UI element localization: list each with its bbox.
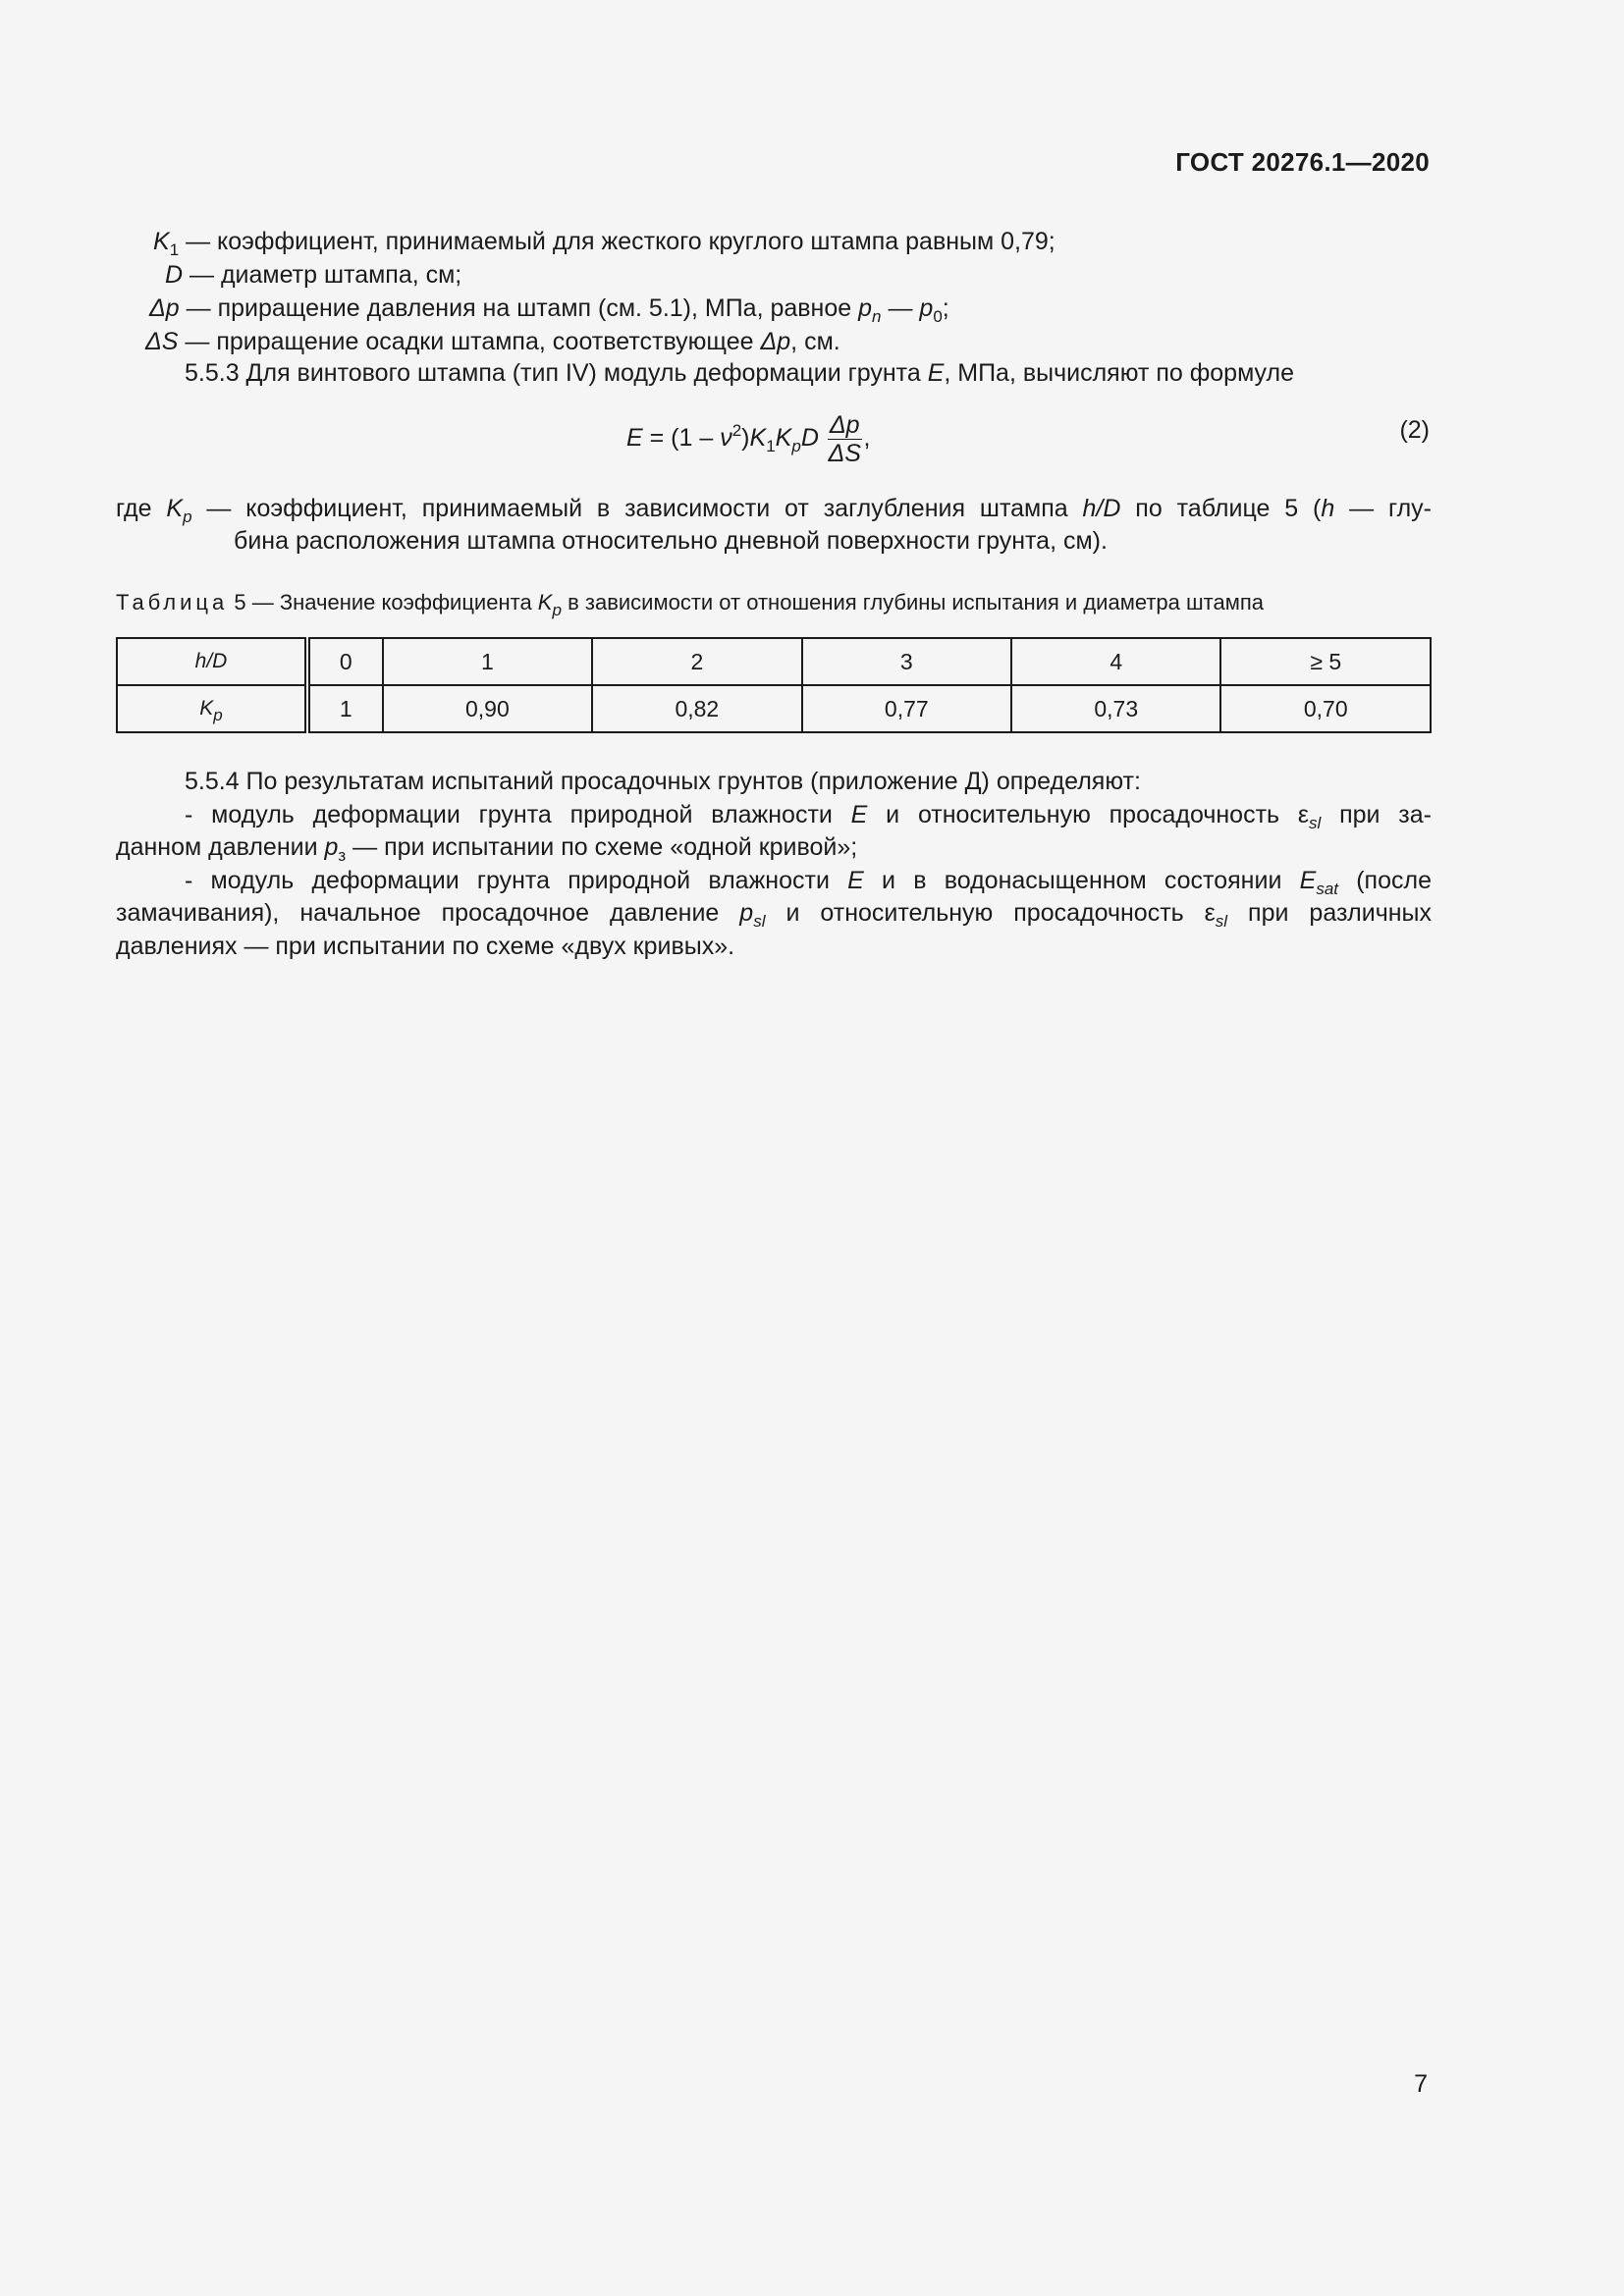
definition-ds: ΔS — приращение осадки штампа, соответствующее Δp, см. [145, 328, 840, 355]
formula-2: $E = (1 - \nu^2)K_1K_pD$ $\frac{\Delta p}{\Delta S}$ , [626, 411, 871, 467]
table-cell: 2 [592, 638, 801, 685]
definition-dp: Δp — приращение давления на штамп (см. 5.1), МПа, равное $p_n$ — $p_0$; [149, 294, 949, 326]
list-item-2-line2: замачивания), начальное просадочное давление $p_{sl}$ и относительную просадочность $\varepsilon_{sl}$ при различных [116, 899, 1432, 931]
table-cell: 0,73 [1011, 685, 1220, 732]
table-cell: 1 [307, 685, 383, 732]
list-item-2-line3: давлениях — при испытании по схеме «двух кривых». [116, 933, 735, 960]
document-code: ГОСТ 20276.1—2020 [1175, 147, 1430, 177]
table-cell: 4 [1011, 638, 1220, 685]
list-item-1-line2: данном давлении $p_з$ — при испытании по схеме «одной кривой»; [116, 833, 858, 865]
list-item-1-line1: - модуль деформации грунта природной влажности E и относительную просадочность $\varepsilon_{sl}$ при за- [185, 801, 1432, 832]
list-item-2-line1: - модуль деформации грунта природной влажности E и в водонасыщенном состоянии $E_{sat}$ (после [185, 867, 1432, 898]
section-5-5-3: 5.5.3 Для винтового штампа (тип IV) модуль деформации грунта E, МПа, вычисляют по формуле [185, 359, 1294, 387]
table-cell: 0,77 [802, 685, 1011, 732]
definition-k1: $K_1$ — коэффициент, принимаемый для жесткого круглого штампа равным 0,79; [153, 228, 1056, 259]
definition-d: D — диаметр штампа, см; [165, 261, 462, 289]
row-label-hd: h/D [117, 638, 307, 685]
table-row-hd [117, 638, 1431, 685]
table-cell: 1 [383, 638, 592, 685]
section-5-5-4-intro: 5.5.4 По результатам испытаний просадочных грунтов (приложение Д) определяют: [185, 768, 1141, 795]
table-cell: 0,82 [592, 685, 801, 732]
where-clause-line1: где $K_p$ — коэффициент, принимаемый в зависимости от заглубления штампа h/D по таблице 5 (h — глу- [116, 495, 1433, 526]
where-clause-line2: бина расположения штампа относительно дневной поверхности грунта, см). [234, 527, 1108, 555]
table-cell: 0,70 [1220, 685, 1431, 732]
row-label-kp: $K_p$ [117, 685, 307, 732]
table-cell: 0 [307, 638, 383, 685]
kp-table [116, 637, 1432, 733]
table-cell: 3 [802, 638, 1011, 685]
formula-fraction: $\frac{\Delta p}{\Delta S}$ [828, 411, 861, 467]
equation-number: (2) [1399, 416, 1430, 444]
table-cell: 0,90 [383, 685, 592, 732]
table-cell: ≥ 5 [1220, 638, 1431, 685]
table-caption: Таблица 5 — Значение коэффициента $K_p$ в зависимости от отношения глубины испытания и диаметра штампа [116, 590, 1264, 619]
table-row-kp [117, 685, 1431, 732]
page-number: 7 [1414, 2070, 1428, 2098]
